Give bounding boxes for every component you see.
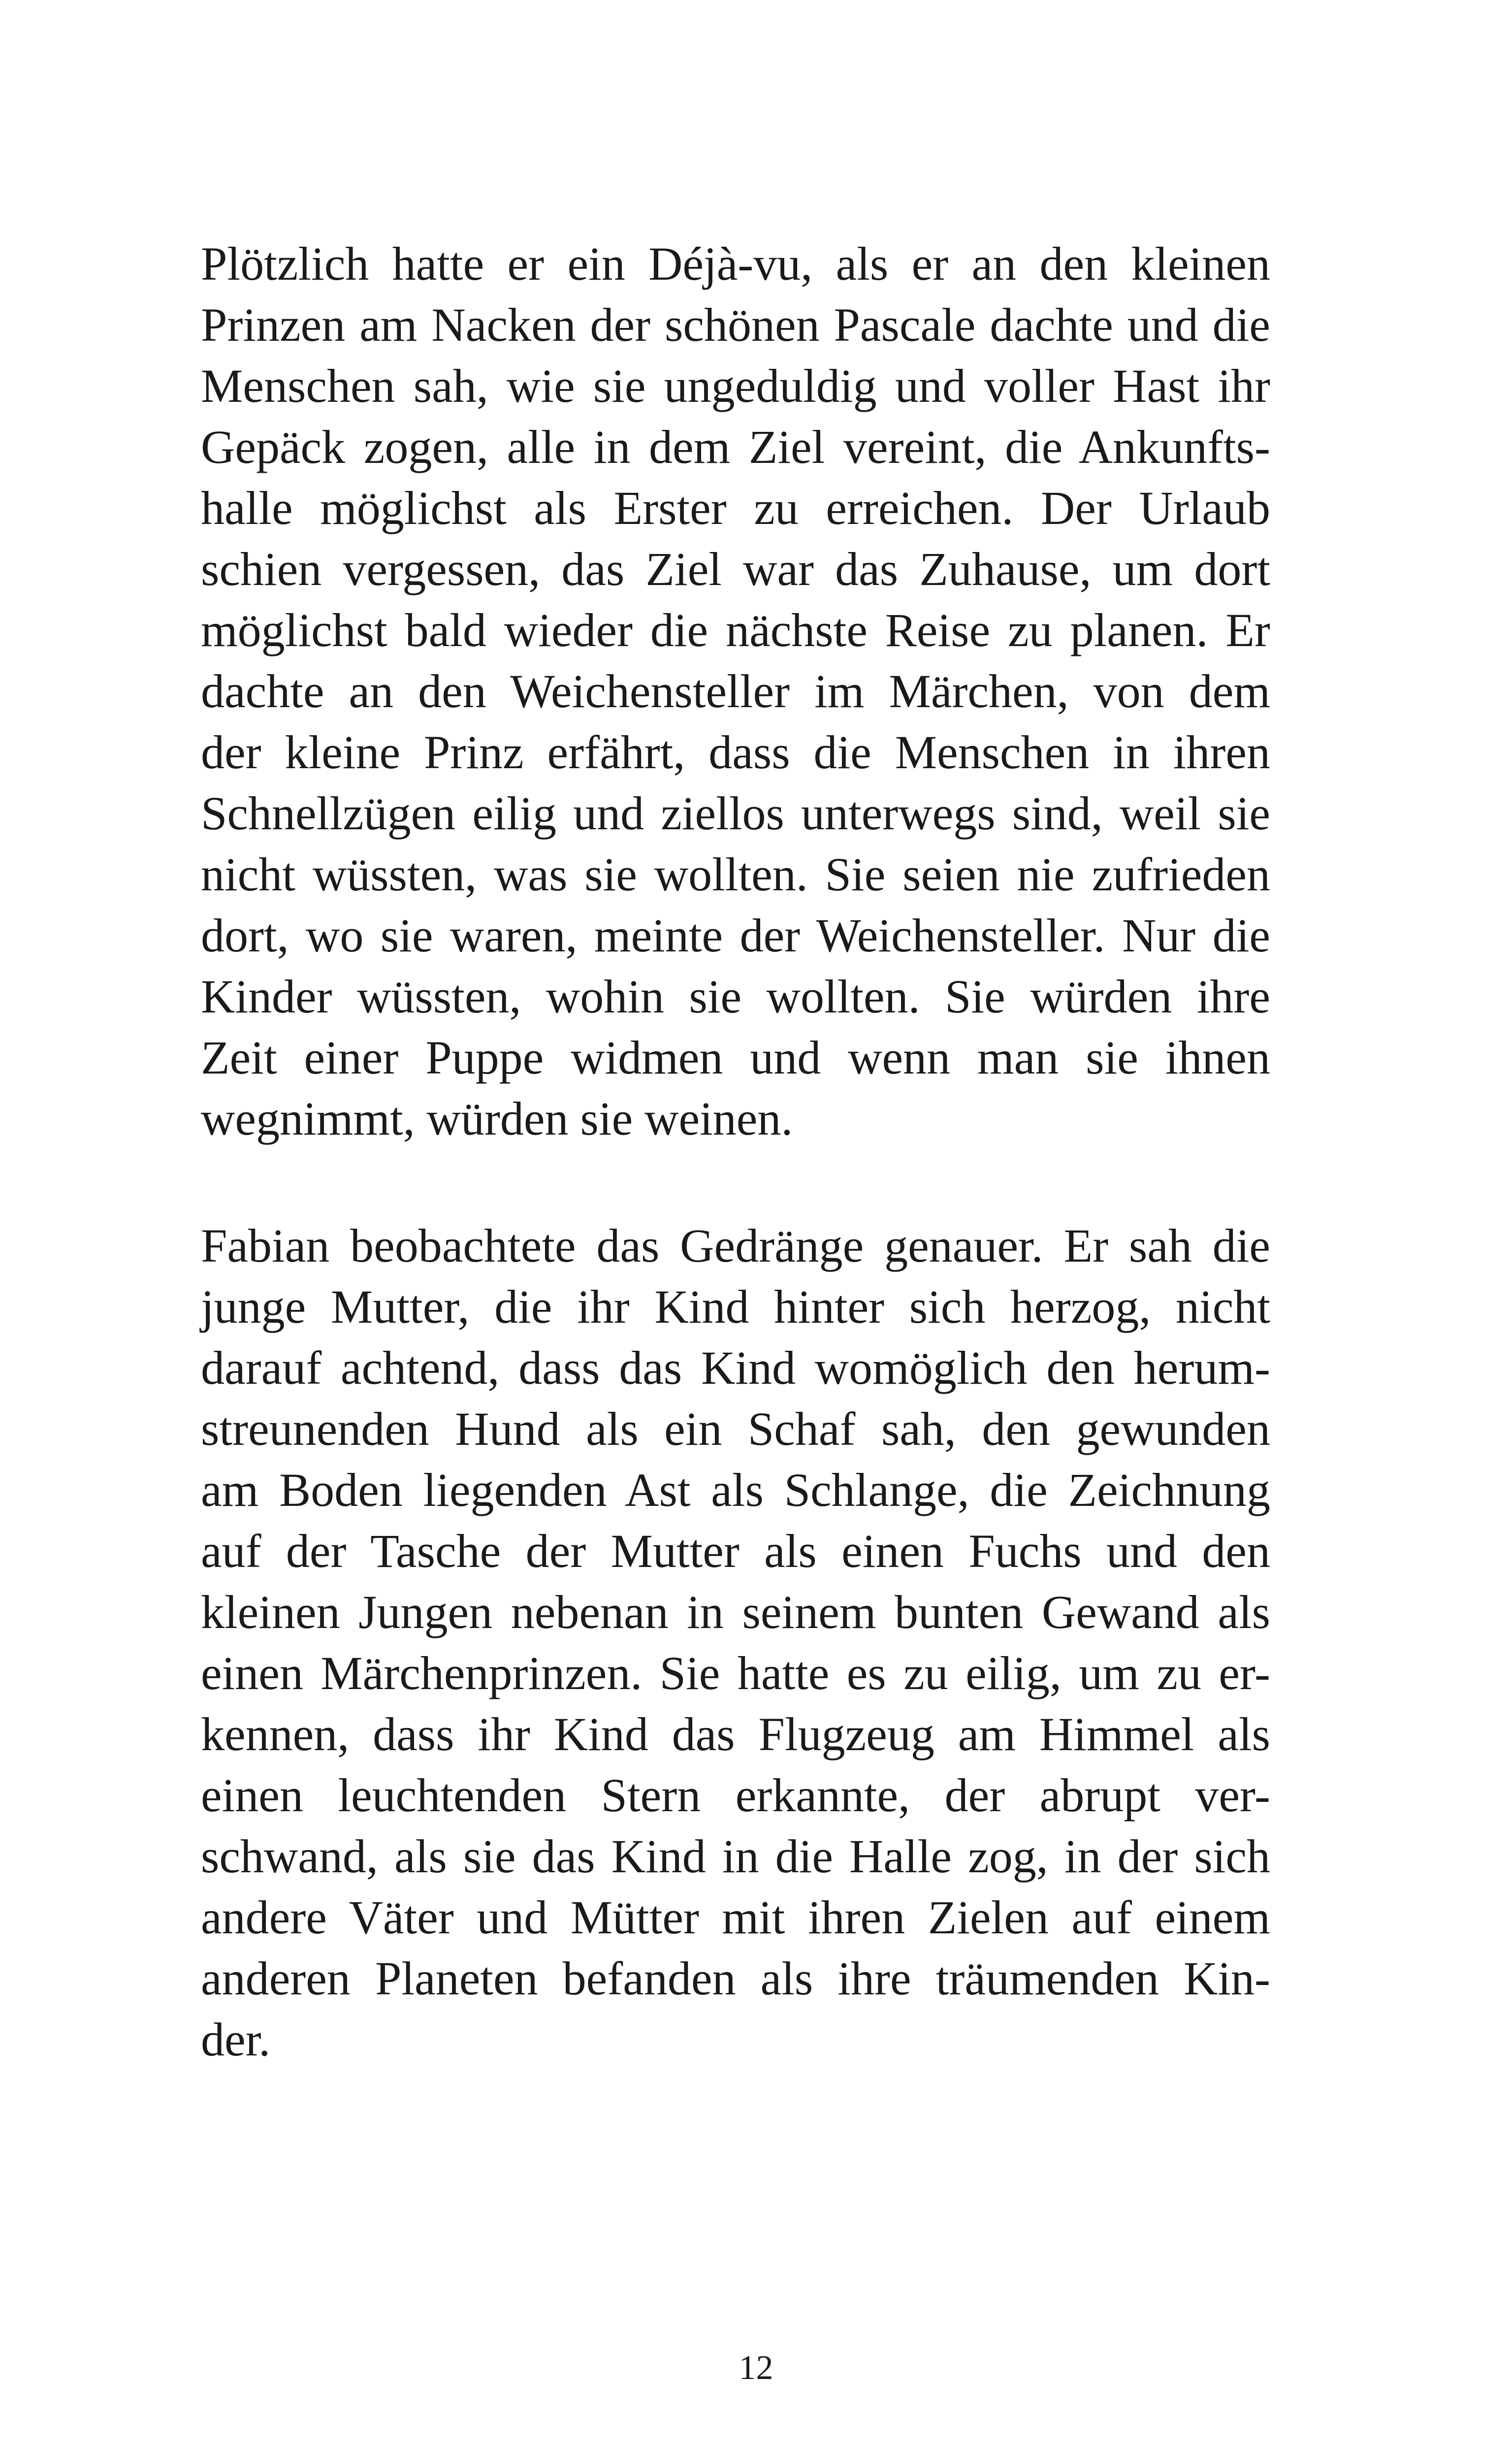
text-line: nicht wüssten, was sie wollten. Sie seien nie zufrieden (201, 848, 1270, 901)
text-line: junge Mutter, die ihr Kind hinter sich herzog, nicht (201, 1280, 1270, 1333)
text-line: dachte an den Weichensteller im Märchen, von dem (201, 665, 1270, 717)
text-line: dort, wo sie waren, meinte der Weichensteller. Nur die (201, 909, 1270, 962)
text-line: Gepäck zogen, alle in dem Ziel vereint, die Ankunfts- (201, 421, 1270, 473)
text-line: halle möglichst als Erster zu erreichen. Der Urlaub (201, 482, 1270, 534)
text-line: Kinder wüssten, wohin sie wollten. Sie würden ihre (201, 970, 1270, 1023)
text-line: am Boden liegenden Ast als Schlange, die Zeichnung (201, 1464, 1270, 1516)
text-line: andere Väter und Mütter mit ihren Zielen auf einem (201, 1891, 1270, 1944)
paragraph-2 (201, 1215, 1270, 2070)
text-line: wegnimmt, würden sie weinen. (201, 1092, 793, 1145)
text-line: Zeit einer Puppe widmen und wenn man sie ihnen (201, 1031, 1270, 1084)
text-line: auf der Tasche der Mutter als einen Fuchs und den (201, 1525, 1270, 1577)
page-number: 12 (739, 2349, 773, 2387)
text-line: Plötzlich hatte er ein Déjà-vu, als er an den kleinen (201, 237, 1270, 290)
text-line: Prinzen am Nacken der schönen Pascale dachte und die (201, 298, 1270, 351)
text-line: einen leuchtenden Stern erkannte, der abrupt ver- (201, 1769, 1270, 1822)
text-line: kennen, dass ihr Kind das Flugzeug am Himmel als (201, 1708, 1270, 1760)
paragraph-1 (201, 233, 1270, 1149)
text-line: anderen Planeten befanden als ihre träumenden Kin- (201, 1952, 1270, 2005)
text-line: Fabian beobachtete das Gedränge genauer. Er sah die (201, 1219, 1270, 1272)
text-line: Menschen sah, wie sie ungeduldig und voller Hast ihr (201, 359, 1270, 412)
text-line: darauf achtend, dass das Kind womöglich den herum- (201, 1341, 1270, 1394)
text-line: der kleine Prinz erfährt, dass die Menschen in ihren (201, 726, 1270, 779)
text-line: kleinen Jungen nebenan in seinem bunten Gewand als (201, 1586, 1270, 1638)
text-line: der. (201, 2013, 271, 2066)
text-line: Schnellzügen eilig und ziellos unterwegs sind, weil sie (201, 787, 1270, 840)
text-line: streunenden Hund als ein Schaf sah, den gewunden (201, 1402, 1270, 1455)
text-line: schwand, als sie das Kind in die Halle zog, in der sich (201, 1830, 1270, 1883)
text-line: möglichst bald wieder die nächste Reise zu planen. Er (201, 604, 1270, 656)
text-line: einen Märchenprinzen. Sie hatte es zu eilig, um zu er- (201, 1647, 1270, 1699)
text-line: schien vergessen, das Ziel war das Zuhause, um dort (201, 543, 1270, 595)
